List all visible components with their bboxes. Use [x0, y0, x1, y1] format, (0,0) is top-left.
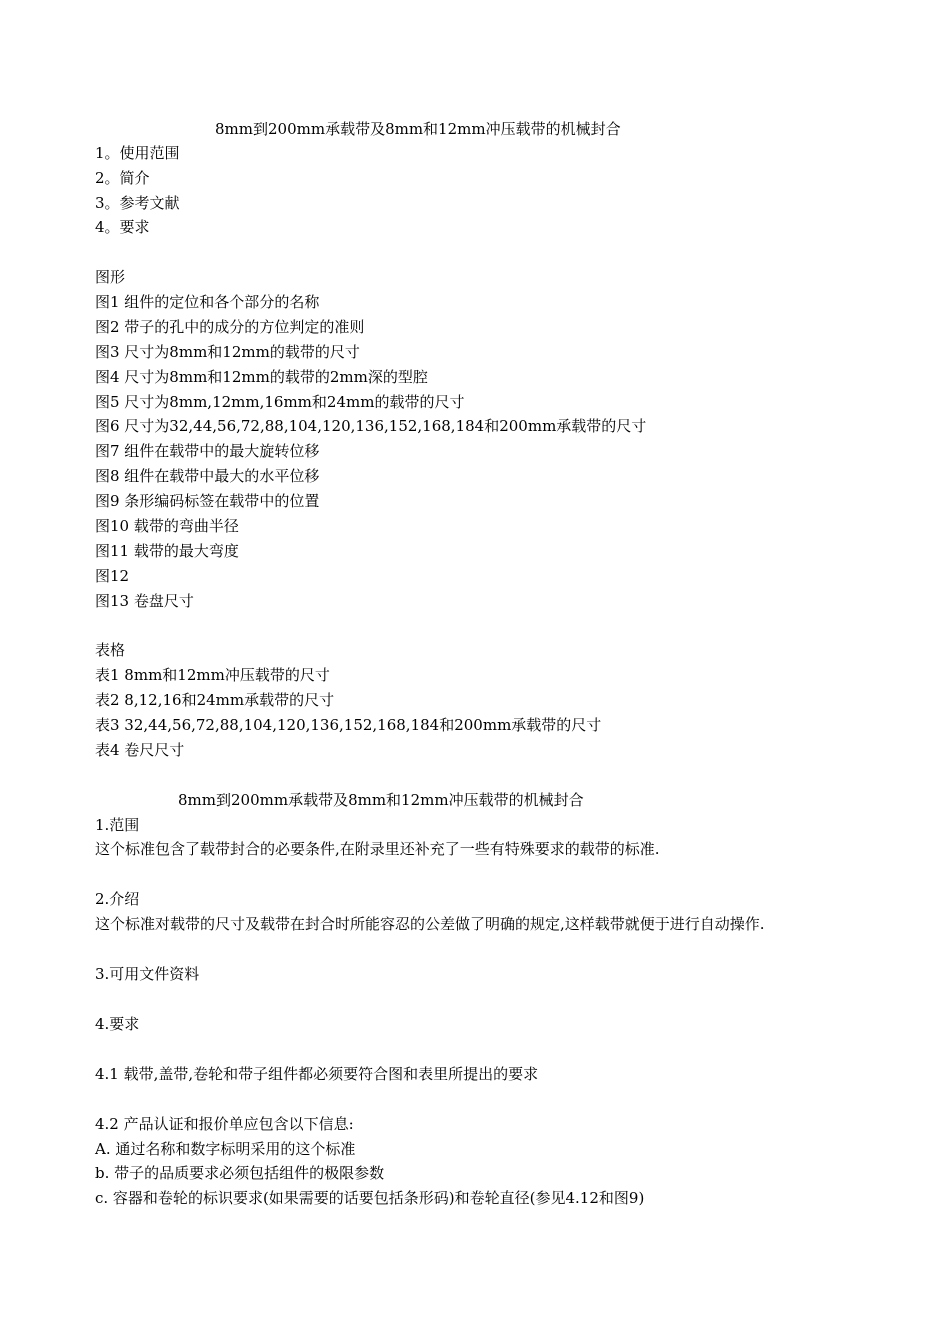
- table-item: 表2 8,12,16和24mm承载带的尺寸: [95, 691, 335, 709]
- table-item: 表4 卷尺尺寸: [95, 741, 185, 759]
- table-item: 表1 8mm和12mm冲压载带的尺寸: [95, 666, 330, 684]
- figure-item: 图11 载带的最大弯度: [95, 542, 239, 560]
- figure-item: 图3 尺寸为8mm和12mm的载带的尺寸: [95, 343, 360, 361]
- subsection-text: 4.2 产品认证和报价单应包含以下信息:: [95, 1115, 354, 1133]
- section-title: 8mm到200mm承载带及8mm和12mm冲压载带的机械封合: [178, 791, 584, 809]
- figure-item: 图10 载带的弯曲半径: [95, 517, 239, 535]
- list-item: b. 带子的品质要求必须包括组件的极限参数: [95, 1164, 385, 1182]
- figure-item: 图8 组件在载带中最大的水平位移: [95, 467, 320, 485]
- figure-item: 图4 尺寸为8mm和12mm的载带的2mm深的型腔: [95, 368, 428, 386]
- figure-item: 图5 尺寸为8mm,12mm,16mm和24mm的载带的尺寸: [95, 393, 465, 411]
- section-heading: 3.可用文件资料: [95, 965, 200, 983]
- document-title: 8mm到200mm承载带及8mm和12mm冲压载带的机械封合: [215, 120, 621, 138]
- figure-item: 图7 组件在载带中的最大旋转位移: [95, 442, 320, 460]
- table-item: 表3 32,44,56,72,88,104,120,136,152,168,184和200mm承载带的尺寸: [95, 716, 602, 734]
- figure-item: 图13 卷盘尺寸: [95, 592, 194, 610]
- figure-item: 图6 尺寸为32,44,56,72,88,104,120,136,152,168,184和200mm承载带的尺寸: [95, 417, 647, 435]
- toc-item: 1。使用范围: [95, 144, 180, 162]
- figure-item: 图12: [95, 567, 130, 585]
- toc-item: 3。参考文献: [95, 194, 180, 212]
- tables-heading: 表格: [95, 641, 126, 659]
- list-item: c. 容器和卷轮的标识要求(如果需要的话要包括条形码)和卷轮直径(参见4.12和图9): [95, 1189, 645, 1207]
- section-text: 这个标准包含了载带封合的必要条件,在附录里还补充了一些有特殊要求的载带的标准.: [95, 840, 660, 858]
- toc-item: 2。简介: [95, 169, 150, 187]
- section-heading: 4.要求: [95, 1015, 140, 1033]
- figure-item: 图9 条形编码标签在载带中的位置: [95, 492, 320, 510]
- subsection-text: 4.1 载带,盖带,卷轮和带子组件都必须要符合图和表里所提出的要求: [95, 1065, 539, 1083]
- figures-heading: 图形: [95, 268, 126, 286]
- figure-item: 图1 组件的定位和各个部分的名称: [95, 293, 320, 311]
- section-heading: 2.介绍: [95, 890, 140, 908]
- section-heading: 1.范围: [95, 816, 140, 834]
- toc-item: 4。要求: [95, 218, 150, 236]
- list-item: A. 通过名称和数字标明采用的这个标准: [95, 1140, 356, 1158]
- figure-item: 图2 带子的孔中的成分的方位判定的准则: [95, 318, 365, 336]
- section-text: 这个标准对载带的尺寸及载带在封合时所能容忍的公差做了明确的规定,这样载带就便于进行自动操作.: [95, 915, 765, 933]
